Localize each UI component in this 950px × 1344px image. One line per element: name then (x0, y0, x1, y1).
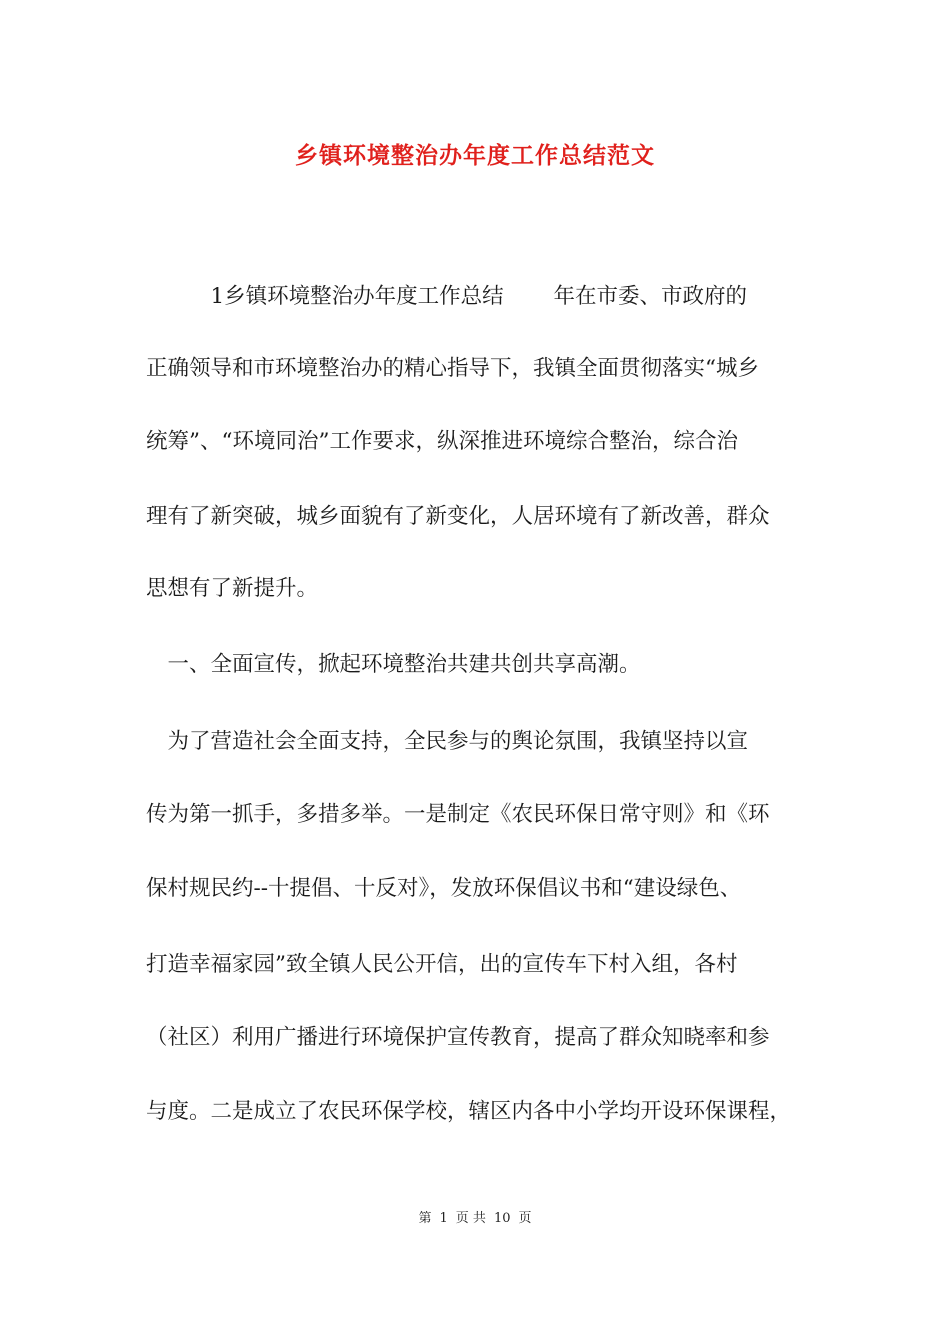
footer-middle: 页 共 (455, 1211, 486, 1226)
footer-total-pages: 10 (493, 1211, 511, 1226)
footer-page-number: 1 (439, 1211, 448, 1226)
page-footer (0, 1209, 950, 1229)
body-line-5: 思想有了新提升。 (146, 576, 319, 601)
footer-prefix: 第 (418, 1211, 432, 1226)
body-line-8: 保村规民约--十提倡、十反对》，发放环保倡议书和“建设绿色、 (146, 876, 742, 901)
body-line-11: 与度。二是成立了农民环保学校，辖区内各中小学均开设环保课程， (146, 1099, 792, 1124)
body-line-3: 统筹”、“环境同治”工作要求，纵深推进环境综合整治，综合治 (146, 429, 738, 454)
footer-suffix: 页 (518, 1211, 532, 1226)
body-line-7: 传为第一抓手，多措多举。一是制定《农民环保日常守则》和《环 (146, 802, 770, 827)
body-line-1: 1乡镇环境整治办年度工作总结 年在市委、市政府的 (146, 284, 748, 309)
document-title: 乡镇环境整治办年度工作总结范文 (295, 142, 655, 169)
body-line-10: （社区）利用广播进行环境保护宣传教育，提高了群众知晓率和参 (146, 1025, 770, 1050)
body-line-4: 理有了新突破，城乡面貌有了新变化，人居环境有了新改善，群众 (146, 504, 770, 529)
body-line-9: 打造幸福家园”致全镇人民公开信，出的宣传车下村入组，各村 (146, 952, 738, 977)
section-heading-1: 一、全面宣传，掀起环境整治共建共创共享高潮。 (146, 652, 641, 677)
body-line-2: 正确领导和市环境整治办的精心指导下，我镇全面贯彻落实“城乡 (146, 356, 759, 381)
body-line-6: 为了营造社会全面支持，全民参与的舆论氛围，我镇坚持以宣 (146, 729, 749, 754)
